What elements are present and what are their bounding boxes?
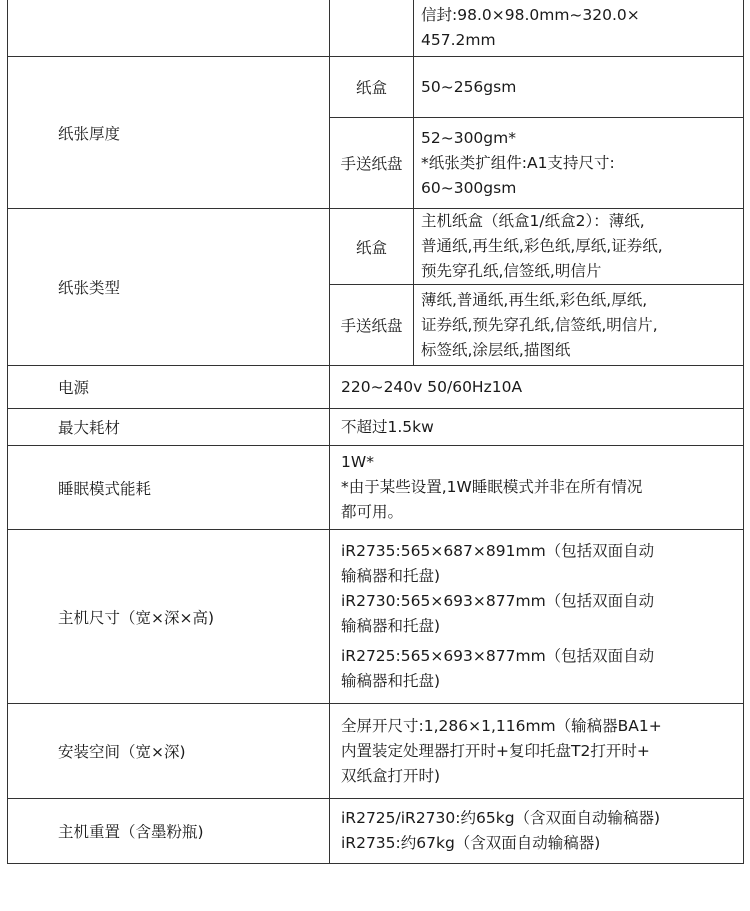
spec-row-install-space	[8, 704, 744, 799]
paper-thickness-cassette-label: 纸盒	[330, 57, 414, 118]
spec-row-envelope	[8, 0, 744, 57]
max-consumption-value: 不超过1.5kw	[330, 409, 744, 446]
dimensions-label: 主机尺寸（宽×深×高)	[8, 530, 330, 704]
spec-row-sleep	[8, 446, 744, 530]
spec-row-power	[8, 366, 744, 409]
weight-label: 主机重置（含墨粉瓶)	[8, 799, 330, 864]
spec-row-max-consumption	[8, 409, 744, 446]
spec-row-weight	[8, 799, 744, 864]
paper-thickness-bypass-value: 52~300gm* *纸张类扩组件:A1支持尺寸: 60~300gsm	[414, 118, 744, 209]
spec-row-paper-thickness-cassette	[8, 57, 744, 118]
sleep-label: 睡眠模式能耗	[8, 446, 330, 530]
spec-table	[7, 0, 744, 864]
dimensions-value: iR2735:565×687×891mm（包括双面自动 输稿器和托盘) iR2730:565×693×877mm（包括双面自动 输稿器和托盘) iR2725:565×693×877mm（包括双面自动 输稿器和托盘)	[330, 530, 744, 704]
power-value: 220~240v 50/60Hz10A	[330, 366, 744, 409]
paper-type-bypass-label: 手送纸盘	[330, 285, 414, 366]
sleep-value: 1W* *由于某些设置,1W睡眠模式并非在所有情况 都可用。	[330, 446, 744, 530]
paper-type-bypass-value: 薄纸,普通纸,再生纸,彩色纸,厚纸, 证券纸,预先穿孔纸,信签纸,明信片, 标签纸,涂层纸,描图纸	[414, 285, 744, 366]
paper-type-cassette-value: 主机纸盒（纸盒1/纸盒2）：薄纸, 普通纸,再生纸,彩色纸,厚纸,证券纸, 预先穿孔纸,信签纸,明信片	[414, 209, 744, 285]
paper-thickness-label: 纸张厚度	[8, 57, 330, 209]
install-space-label: 安装空间（宽×深)	[8, 704, 330, 799]
spec-row-dimensions	[8, 530, 744, 704]
paper-type-label: 纸张类型	[8, 209, 330, 366]
spec-row-paper-type-cassette	[8, 209, 744, 285]
empty-sub-cell	[330, 0, 414, 57]
power-label: 电源	[8, 366, 330, 409]
install-space-value: 全屏开尺寸:1,286×1,116mm（输稿器BA1+ 内置装定处理器打开时+复印托盘T2打开时+ 双纸盒打开时)	[330, 704, 744, 799]
paper-type-cassette-label: 纸盒	[330, 209, 414, 285]
paper-thickness-cassette-value: 50~256gsm	[414, 57, 744, 118]
weight-value: iR2725/iR2730:约65kg（含双面自动输稿器) iR2735:约67kg（含双面自动输稿器)	[330, 799, 744, 864]
empty-label-cell	[8, 0, 330, 57]
max-consumption-label: 最大耗材	[8, 409, 330, 446]
envelope-value: 信封:98.0×98.0mm~320.0× 457.2mm	[414, 0, 744, 57]
paper-thickness-bypass-label: 手送纸盘	[330, 118, 414, 209]
